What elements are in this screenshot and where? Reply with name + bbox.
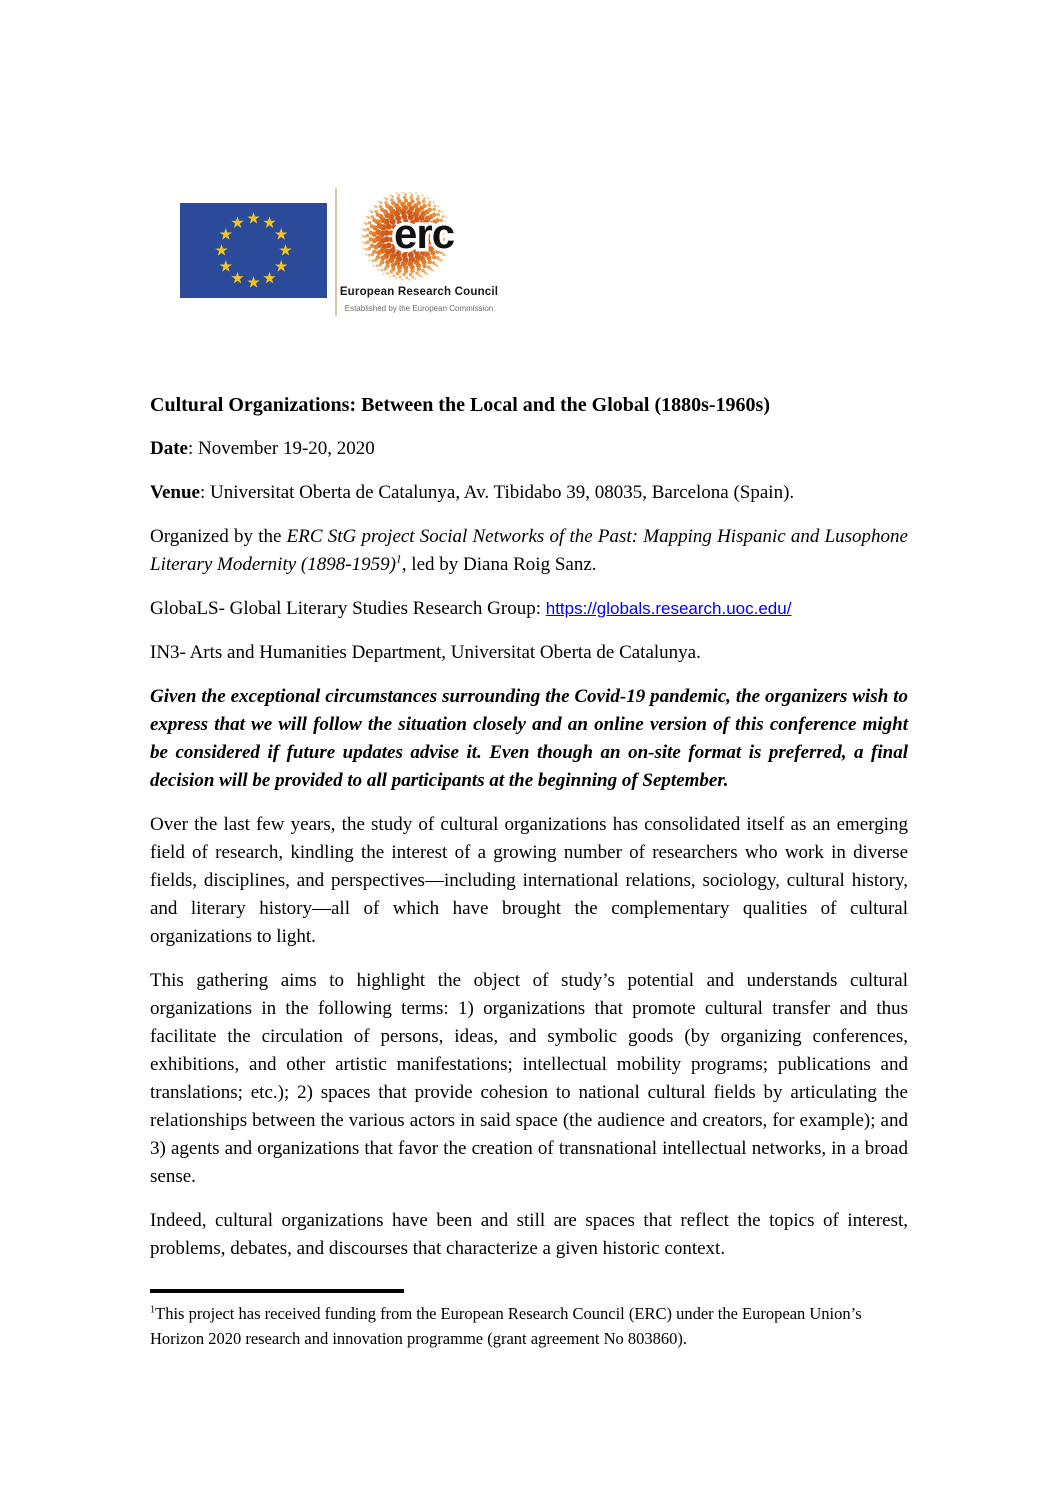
logo-row bbox=[180, 188, 499, 316]
organized-paragraph bbox=[150, 523, 908, 579]
paragraph-indeed: Indeed, cultural organizations have been and still are spaces that reflect the topics of interest, problems, debates, and discourses that characterize a given historic context. bbox=[150, 1210, 908, 1259]
paragraph-aims: This gathering aims to highlight the object of study’s potential and understands cultural organizations in the following terms: 1) organizations that promote cultural transfer and thus facilitate the circulation of persons, ideas, and symbolic goods (by organizing conferences, exhibitions, and other artistic manifestations; intellectual mobility programs; publications and translations; etc.); 2) spaces that provide cohesion to national cultural fields by articulating the relationships between the various actors in said space (the audience and creators, for example); and 3) agents and organizations that favor the creation of transnational intellectual networks, in a broad sense. bbox=[150, 970, 908, 1187]
footnote-text bbox=[150, 1301, 908, 1351]
venue-line bbox=[150, 479, 908, 507]
venue-label: Venue bbox=[150, 482, 200, 503]
project-title-text: ERC StG project Social Networks of the Past: Mapping Hispanic and Lusophone Literary Modernity (1898-1959) bbox=[150, 526, 908, 575]
paragraph-overview: Over the last few years, the study of cultural organizations has consolidated itself as an emerging field of research, kindling the interest of a growing number of researchers who work in diverse fields, disciplines, and perspectives—including international relations, sociology, cultural history, and literary history—all of which have brought the complementary qualities of cultural organizations to light. bbox=[150, 814, 908, 947]
footnote-reference-mark: 1 bbox=[395, 552, 402, 566]
footnote-body: This project has received funding from the European Research Council (ERC) under the European Union’s Horizon 2020 research and innovation programme (grant agreement No 803860). bbox=[150, 1304, 862, 1348]
document-content bbox=[150, 391, 908, 1351]
eu-flag-icon bbox=[180, 203, 327, 298]
logo-divider bbox=[335, 188, 337, 316]
erc-name-text: European Research Council bbox=[339, 286, 499, 298]
organized-suffix: , led by Diana Roig Sanz. bbox=[401, 554, 597, 575]
erc-logo bbox=[339, 192, 499, 313]
erc-subtitle-text: Established by the European Commission bbox=[344, 304, 494, 313]
document-title: Cultural Organizations: Between the Local and the Global (1880s-1960s) bbox=[150, 394, 770, 416]
date-label: Date bbox=[150, 438, 188, 459]
footnote-number: 1 bbox=[150, 1304, 156, 1316]
globals-link[interactable]: https://globals.research.uoc.edu/ bbox=[545, 599, 792, 618]
in3-line: IN3- Arts and Humanities Department, Universitat Oberta de Catalunya. bbox=[150, 642, 701, 663]
date-value: : November 19-20, 2020 bbox=[187, 438, 375, 459]
footnote-separator bbox=[150, 1289, 404, 1293]
date-line bbox=[150, 435, 908, 463]
organized-prefix: Organized by the bbox=[150, 526, 287, 547]
venue-value: : Universitat Oberta de Catalunya, Av. Tibidabo 39, 08035, Barcelona (Spain). bbox=[199, 482, 795, 503]
erc-sunburst-icon bbox=[361, 192, 477, 283]
erc-acronym-text: erc bbox=[394, 210, 455, 257]
eu-flag-logo bbox=[180, 203, 327, 298]
globals-prefix: GlobaLS- Global Literary Studies Research Group: bbox=[150, 598, 546, 619]
covid-notice-paragraph: Given the exceptional circumstances surrounding the Covid-19 pandemic, the organizers wish to express that we will follow the situation closely and an online version of this conference might be considered if future updates advise it. Even though an on-site format is preferred, a final decision will be provided to all participants at the beginning of September. bbox=[150, 686, 908, 791]
globals-line bbox=[150, 595, 908, 623]
